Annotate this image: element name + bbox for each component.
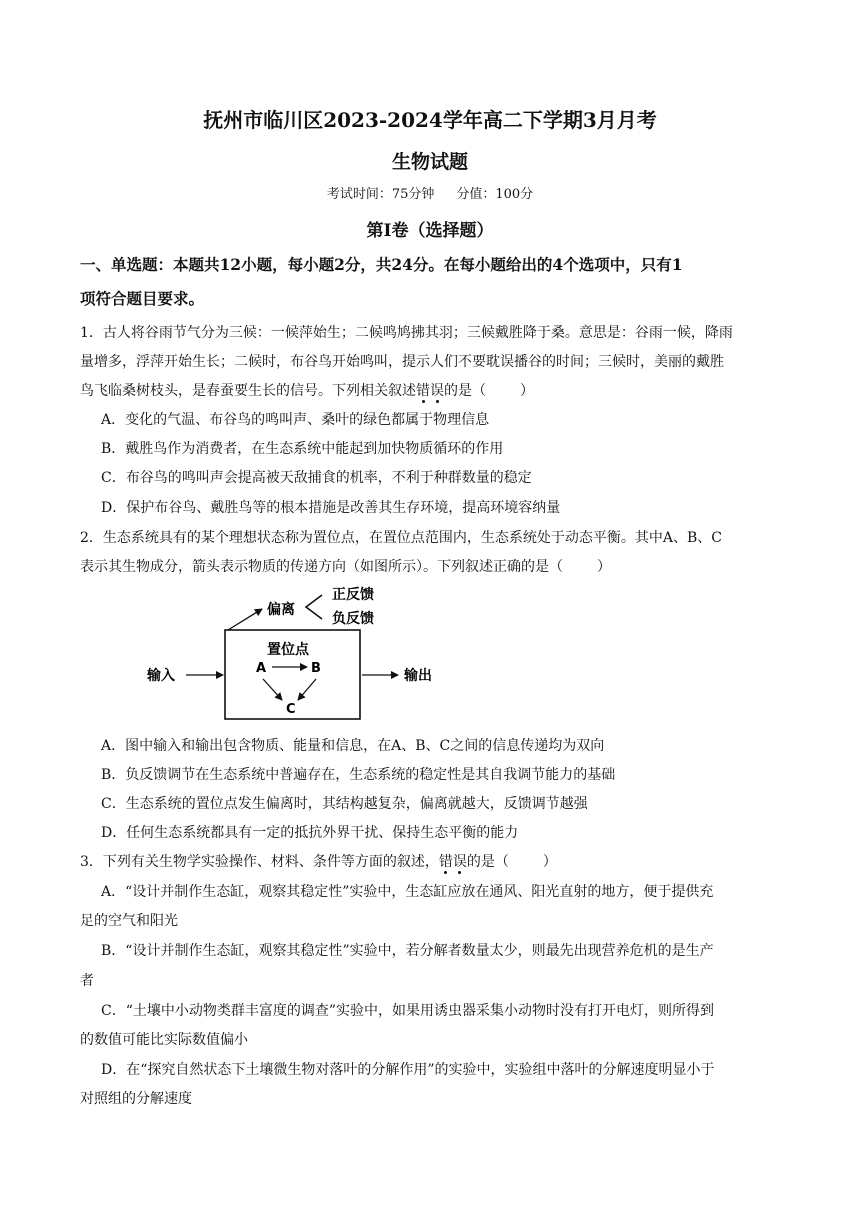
deviation-arrow xyxy=(228,609,262,630)
arrow-b-to-c xyxy=(298,679,316,700)
q3-option-d-line2: 对照组的分解速度 xyxy=(80,1091,192,1107)
q3-option-c-line1: C．“土壤中小动物类群丰富度的调查”实验中，如果用诱虫器采集小动物时没有打开电灯，则所得到 xyxy=(101,1003,715,1019)
q1-option-c: C．布谷鸟的鸣叫声会提高被天敌捕食的机率，不利于种群数量的稳定 xyxy=(101,470,532,486)
q2-option-a: A．图中输入和输出包含物质、能量和信息，在A、B、C之间的信息传递均为双向 xyxy=(101,738,605,754)
positive-feedback-label: 正反馈 xyxy=(332,587,374,603)
exam-title: 抚州市临川区2023-2024学年高二下学期3月月考 xyxy=(203,108,657,132)
node-c: C xyxy=(286,702,296,717)
q1-option-a: A．变化的气温、布谷鸟的鸣叫声、桑叶的绿色都属于物理信息 xyxy=(101,412,490,428)
q1-stem-line3: 鸟飞临桑树枝头，是春蚕要生长的信号。下列相关叙述错误的是（ ） xyxy=(80,383,534,399)
q2-stem-line2: 表示其生物成分，箭头表示物质的传递方向（如图所示）。下列叙述正确的是（ ） xyxy=(80,559,611,575)
output-label: 输出 xyxy=(404,668,432,684)
q1-stem-line2: 量增多，浮萍开始生长；二候时，布谷鸟开始鸣叫，提示人们不要耽误播谷的时间；三候时，美丽的戴胜 xyxy=(80,354,724,370)
exam-meta xyxy=(0,183,860,202)
exam-subtitle: 生物试题 xyxy=(391,151,468,173)
exam-score: 分值：100分 xyxy=(456,187,534,202)
q3-option-c-line2: 的数值可能比实际数值偏小 xyxy=(80,1032,248,1048)
exam-time: 考试时间：75分钟 xyxy=(326,187,435,202)
emphasis-mark: 错 xyxy=(416,383,430,399)
section-instruction-line1: 一、单选题：本题共12小题，每小题2分，共24分。在每小题给出的4个选项中，只有1 xyxy=(80,255,683,274)
q2-option-b: B．负反馈调节在生态系统中普遍存在，生态系统的稳定性是其自我调节能力的基础 xyxy=(101,767,616,783)
q3-option-b-line1: B．“设计并制作生态缸，观察其稳定性”实验中，若分解者数量太少，则最先出现营养危机的是生产 xyxy=(101,943,714,959)
q3-option-a-line2: 足的空气和阳光 xyxy=(80,913,178,929)
q3-option-d-line1: D．在“探究自然状态下土壤微生物对落叶的分解作用”的实验中，实验组中落叶的分解速度明显小于 xyxy=(101,1062,715,1078)
set-point-label: 置位点 xyxy=(267,642,309,658)
q3-option-a-line1: A．“设计并制作生态缸，观察其稳定性”实验中，生态缸应放在通风、阳光直射的地方，便于提供充 xyxy=(101,884,714,900)
emphasis-mark: 错 xyxy=(438,854,453,870)
q2-option-c: C．生态系统的置位点发生偏离时，其结构越复杂，偏离就越大，反馈调节越强 xyxy=(101,796,588,812)
feedback-branch xyxy=(306,595,322,619)
emphasis-mark: 误 xyxy=(452,854,467,870)
q2-stem-line1: 2．生态系统具有的某个理想状态称为置位点，在置位点范围内，生态系统处于动态平衡。其中A、B、C xyxy=(80,530,723,546)
emphasis-mark: 误 xyxy=(430,383,444,399)
q1-option-b: B．戴胜鸟作为消费者，在生态系统中能起到加快物质循环的作用 xyxy=(101,441,504,457)
set-point-diagram xyxy=(0,575,860,725)
node-a: A xyxy=(256,661,267,676)
q1-option-d: D．保护布谷鸟、戴胜鸟等的根本措施是改善其生存环境，提高环境容纳量 xyxy=(101,500,561,516)
q2-option-d: D．任何生态系统都具有一定的抵抗外界干扰、保持生态平衡的能力 xyxy=(101,825,519,841)
section-title: 第Ⅰ卷（选择题） xyxy=(366,221,494,241)
q3-stem: 3．下列有关生物学实验操作、材料、条件等方面的叙述，错误的是（ ） xyxy=(80,854,557,870)
negative-feedback-label: 负反馈 xyxy=(332,611,374,627)
input-label: 输入 xyxy=(147,668,175,684)
node-b: B xyxy=(311,661,321,676)
section-instruction-line2: 项符合题目要求。 xyxy=(80,289,205,308)
q3-option-b-line2: 者 xyxy=(80,973,94,989)
arrow-a-to-c xyxy=(263,679,282,700)
deviation-label: 偏离 xyxy=(267,602,295,618)
q1-stem-line1: 1．古人将谷雨节气分为三候：一候萍始生；二候鸣鸠拂其羽；三候戴胜降于桑。意思是：谷雨一候，降雨 xyxy=(80,325,733,341)
